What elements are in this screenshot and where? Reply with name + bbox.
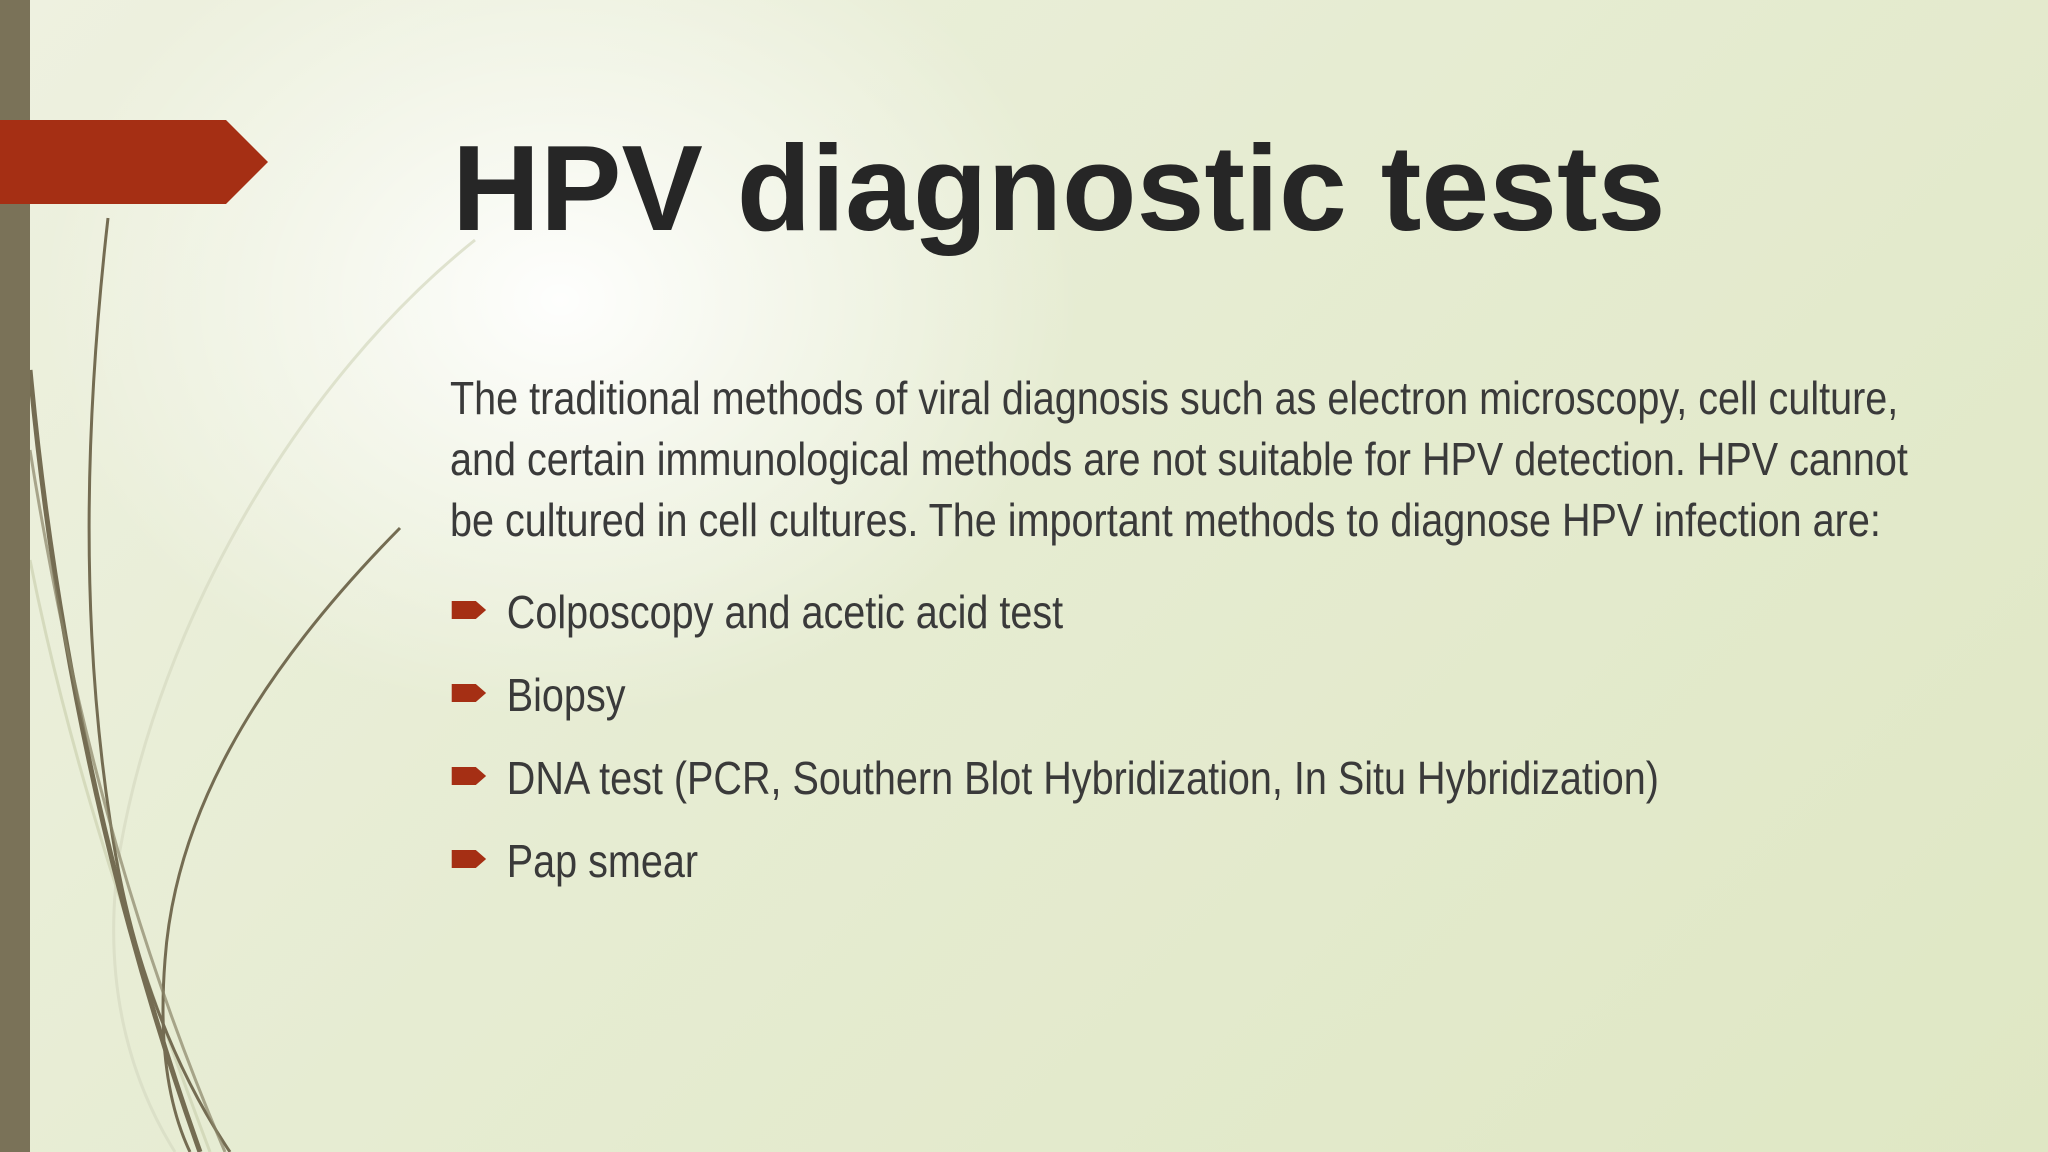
- arrow-bullet-icon: [450, 599, 488, 621]
- bullet-list: [450, 571, 1929, 903]
- list-item: [450, 654, 1929, 737]
- slide-body: [450, 368, 1908, 903]
- list-item: [450, 571, 1929, 654]
- title-accent-arrow: [0, 120, 268, 204]
- list-item: [450, 820, 1929, 903]
- bullet-text: Biopsy: [506, 669, 626, 721]
- bullet-text: Pap smear: [506, 835, 699, 887]
- arrow-bullet-icon: [450, 682, 488, 704]
- intro-paragraph: The traditional methods of viral diagnosis such as electron microscopy, cell culture, and certain immunological methods are not suitable for HPV detection. HPV cannot be cultured in cell cultures. The important methods to diagnose HPV infection are:: [450, 372, 1908, 546]
- list-item: [450, 737, 1929, 820]
- slide-title: HPV diagnostic tests: [452, 120, 1666, 256]
- bullet-text: Colposcopy and acetic acid test: [506, 586, 1064, 638]
- bullet-text: DNA test (PCR, Southern Blot Hybridization, In Situ Hybridization): [506, 752, 1659, 804]
- arrow-bullet-icon: [450, 765, 488, 787]
- arrow-bullet-icon: [450, 848, 488, 870]
